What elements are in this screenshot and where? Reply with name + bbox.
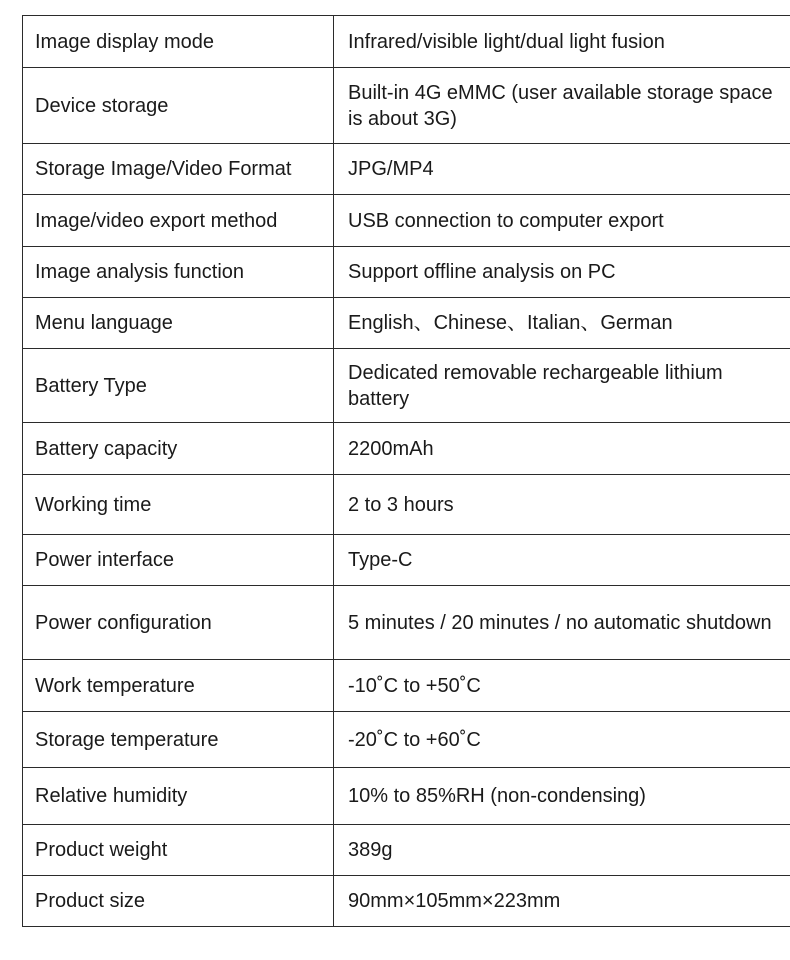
spec-table bbox=[22, 15, 790, 927]
spec-value: Type-C bbox=[334, 535, 790, 586]
table-row bbox=[23, 68, 790, 144]
table-row bbox=[23, 475, 790, 535]
spec-value: English、Chinese、Italian、German bbox=[334, 298, 790, 349]
spec-value: Dedicated removable rechargeable lithium battery bbox=[334, 349, 790, 423]
spec-value: USB connection to computer export bbox=[334, 195, 790, 247]
spec-value: -10˚C to +50˚C bbox=[334, 660, 790, 712]
spec-label: Relative humidity bbox=[23, 768, 334, 825]
table-row bbox=[23, 16, 790, 68]
spec-value: 389g bbox=[334, 825, 790, 876]
spec-label: Battery Type bbox=[23, 349, 334, 423]
spec-value: Infrared/visible light/dual light fusion bbox=[334, 16, 790, 68]
spec-label: Product weight bbox=[23, 825, 334, 876]
spec-label: Power interface bbox=[23, 535, 334, 586]
table-row bbox=[23, 768, 790, 825]
table-row bbox=[23, 349, 790, 423]
table-row bbox=[23, 247, 790, 298]
table-row bbox=[23, 195, 790, 247]
spec-label: Image/video export method bbox=[23, 195, 334, 247]
spec-value: -20˚C to +60˚C bbox=[334, 712, 790, 768]
spec-value: 5 minutes / 20 minutes / no automatic shutdown bbox=[334, 586, 790, 660]
spec-label: Storage Image/Video Format bbox=[23, 144, 334, 195]
spec-value: Built-in 4G eMMC (user available storage space is about 3G) bbox=[334, 68, 790, 144]
table-row bbox=[23, 712, 790, 768]
spec-label: Power configuration bbox=[23, 586, 334, 660]
table-row bbox=[23, 144, 790, 195]
table-row bbox=[23, 423, 790, 475]
spec-value: 2200mAh bbox=[334, 423, 790, 475]
table-row bbox=[23, 876, 790, 927]
spec-label: Storage temperature bbox=[23, 712, 334, 768]
spec-label: Product size bbox=[23, 876, 334, 927]
spec-label: Battery capacity bbox=[23, 423, 334, 475]
spec-value: 2 to 3 hours bbox=[334, 475, 790, 535]
spec-label: Device storage bbox=[23, 68, 334, 144]
spec-label: Image analysis function bbox=[23, 247, 334, 298]
table-row bbox=[23, 825, 790, 876]
spec-label: Image display mode bbox=[23, 16, 334, 68]
table-row bbox=[23, 298, 790, 349]
table-row bbox=[23, 586, 790, 660]
table-row bbox=[23, 535, 790, 586]
spec-value: JPG/MP4 bbox=[334, 144, 790, 195]
spec-value: 90mm×105mm×223mm bbox=[334, 876, 790, 927]
spec-value: Support offline analysis on PC bbox=[334, 247, 790, 298]
spec-label: Work temperature bbox=[23, 660, 334, 712]
spec-value: 10% to 85%RH (non-condensing) bbox=[334, 768, 790, 825]
spec-label: Working time bbox=[23, 475, 334, 535]
table-row bbox=[23, 660, 790, 712]
spec-label: Menu language bbox=[23, 298, 334, 349]
